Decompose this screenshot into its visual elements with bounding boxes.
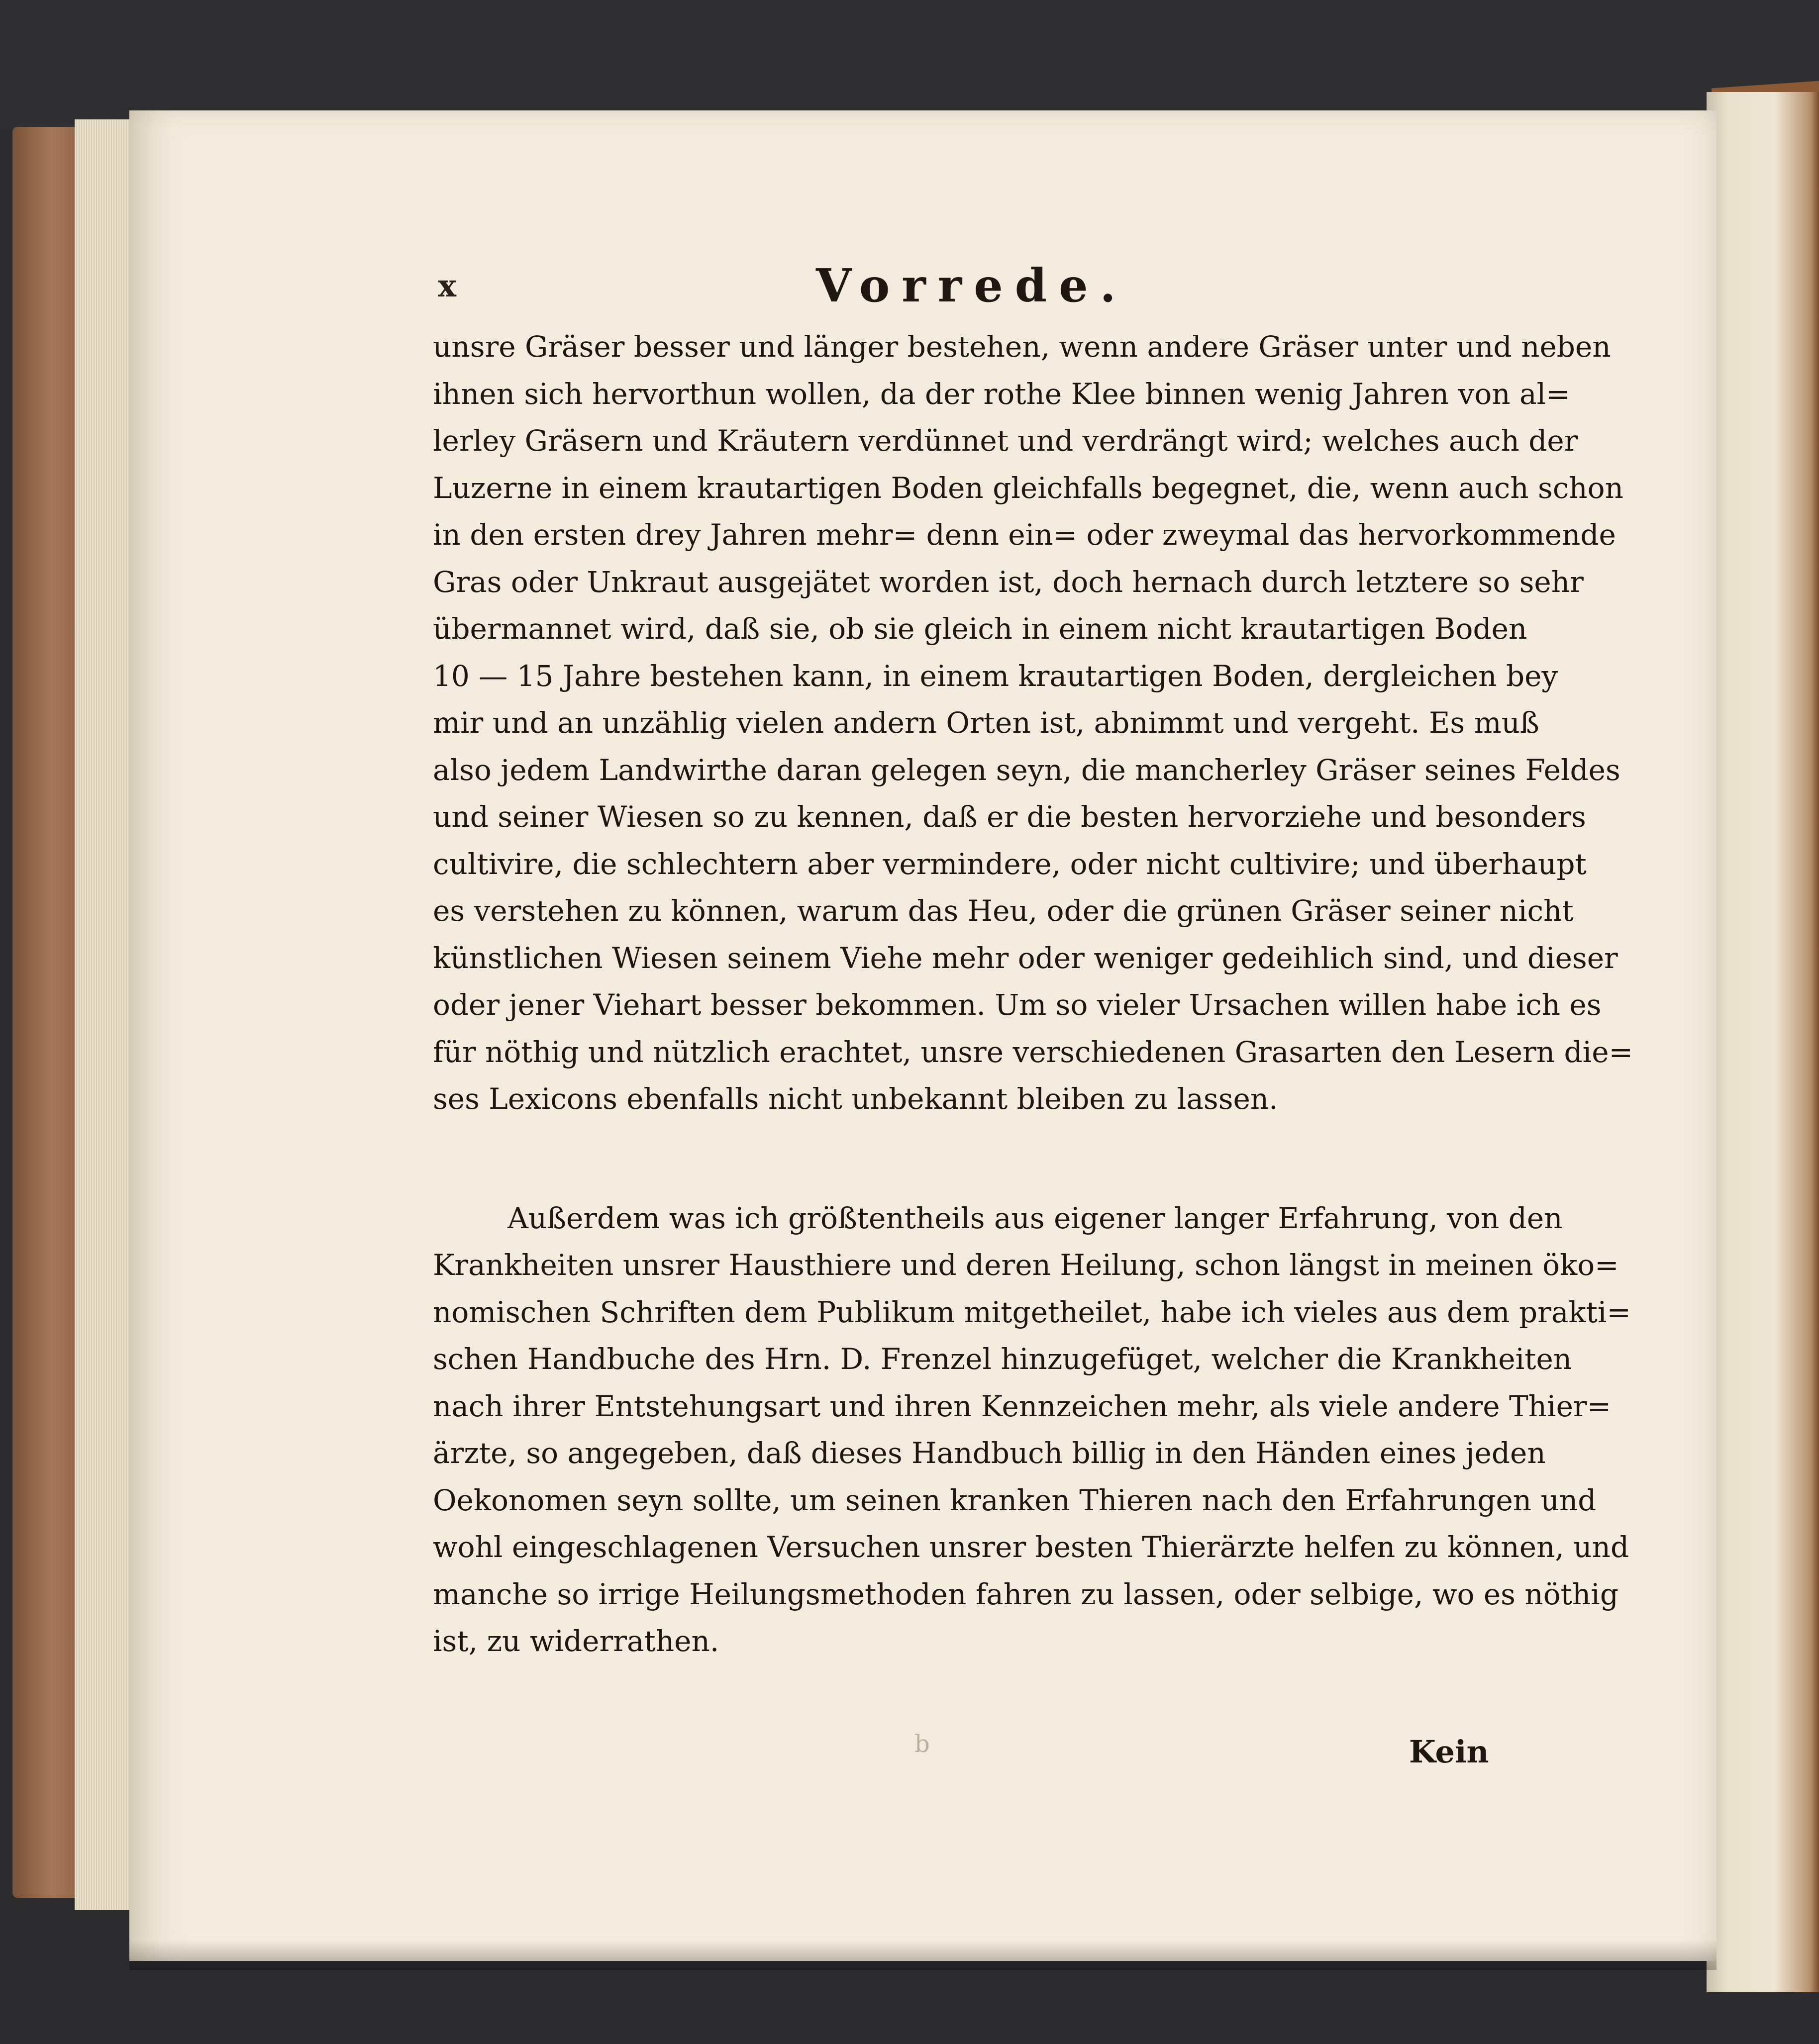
text-line: künstlichen Wiesen seinem Viehe mehr oder weniger gedeihlich sind, und dieser <box>433 941 1618 975</box>
text-line: nach ihrer Entstehungsart und ihren Kennzeichen mehr, als viele andere Thier= <box>433 1389 1612 1423</box>
page-header <box>438 259 1493 318</box>
text-line: es verstehen zu können, warum das Heu, oder die grünen Gräser seiner nicht <box>433 894 1574 928</box>
text-line: ihnen sich hervorthun wollen, da der rothe Klee binnen wenig Jahren von al= <box>433 377 1570 411</box>
backdrop <box>0 0 1819 129</box>
text-line: cultivire, die schlechtern aber vermindere, oder nicht cultivire; und überhaupt <box>433 847 1587 881</box>
text-line: wohl eingeschlagenen Versuchen unsrer besten Thierärzte helfen zu können, und <box>433 1530 1629 1564</box>
text-line: manche so irrige Heilungsmethoden fahren zu lassen, oder selbige, wo es nöthig <box>433 1577 1618 1611</box>
text-line: nomischen Schriften dem Publikum mitgetheilet, habe ich vieles aus dem prakti= <box>433 1295 1631 1329</box>
paragraph-1 <box>433 323 1633 1123</box>
text-line: Luzerne in einem krautartigen Boden gleichfalls begegnet, die, wenn auch schon <box>433 471 1623 505</box>
text-line: in den ersten drey Jahren mehr= denn ein= oder zweymal das hervorkommende <box>433 518 1616 552</box>
text-line: Oekonomen seyn sollte, um seinen kranken Thieren nach den Erfahrungen und <box>433 1483 1597 1517</box>
text-line: ist, zu widerrathen. <box>433 1624 719 1658</box>
text-line: unsre Gräser besser und länger bestehen, wenn andere Gräser unter und neben <box>433 330 1611 364</box>
text-line: lerley Gräsern und Kräutern verdünnet und verdrängt wird; welches auch der <box>433 424 1578 458</box>
text-line: 10 — 15 Jahre bestehen kann, in einem krautartigen Boden, dergleichen bey <box>433 659 1558 693</box>
catchword: Kein <box>1409 1734 1489 1770</box>
text-line: Krankheiten unsrer Hausthiere und deren Heilung, schon längst in meinen öko= <box>433 1248 1619 1282</box>
text-line: also jedem Landwirthe daran gelegen seyn, die mancherley Gräser seines Feldes <box>433 753 1620 787</box>
text-line: und seiner Wiesen so zu kennen, daß er die besten hervorziehe und besonders <box>433 800 1586 834</box>
body-text <box>433 323 1633 1665</box>
text-line: mir und an unzählig vielen andern Orten ist, abnimmt und vergeht. Es muß <box>433 706 1539 740</box>
text-line: Außerdem was ich größtentheils aus eigener langer Erfahrung, von den <box>507 1201 1563 1235</box>
page-number: x <box>438 268 456 304</box>
text-line: ses Lexicons ebenfalls nicht unbekannt bleiben zu lassen. <box>433 1082 1278 1116</box>
text-line: übermannet wird, daß sie, ob sie gleich in einem nicht krautartigen Boden <box>433 612 1527 646</box>
text-line: oder jener Viehart besser bekommen. Um so vieler Ursachen willen habe ich es <box>433 988 1602 1022</box>
paragraph-2 <box>433 1195 1631 1665</box>
text-line: schen Handbuche des Hrn. D. Frenzel hinzugefüget, welcher die Krankheiten <box>433 1342 1572 1376</box>
signature-mark: b <box>914 1730 930 1758</box>
paragraph-gap <box>433 1123 1495 1195</box>
text-line: Gras oder Unkraut ausgejätet worden ist, doch hernach durch letztere so sehr <box>433 565 1584 599</box>
page-shadow <box>129 1940 1717 1970</box>
facing-page-edge <box>1707 92 1819 1992</box>
text-line: ärzte, so angegeben, daß dieses Handbuch billig in den Händen eines jeden <box>433 1436 1546 1470</box>
running-head: Vorrede. <box>816 259 1128 312</box>
text-line: für nöthig und nützlich erachtet, unsre verschiedenen Grasarten den Lesern die= <box>433 1035 1633 1069</box>
